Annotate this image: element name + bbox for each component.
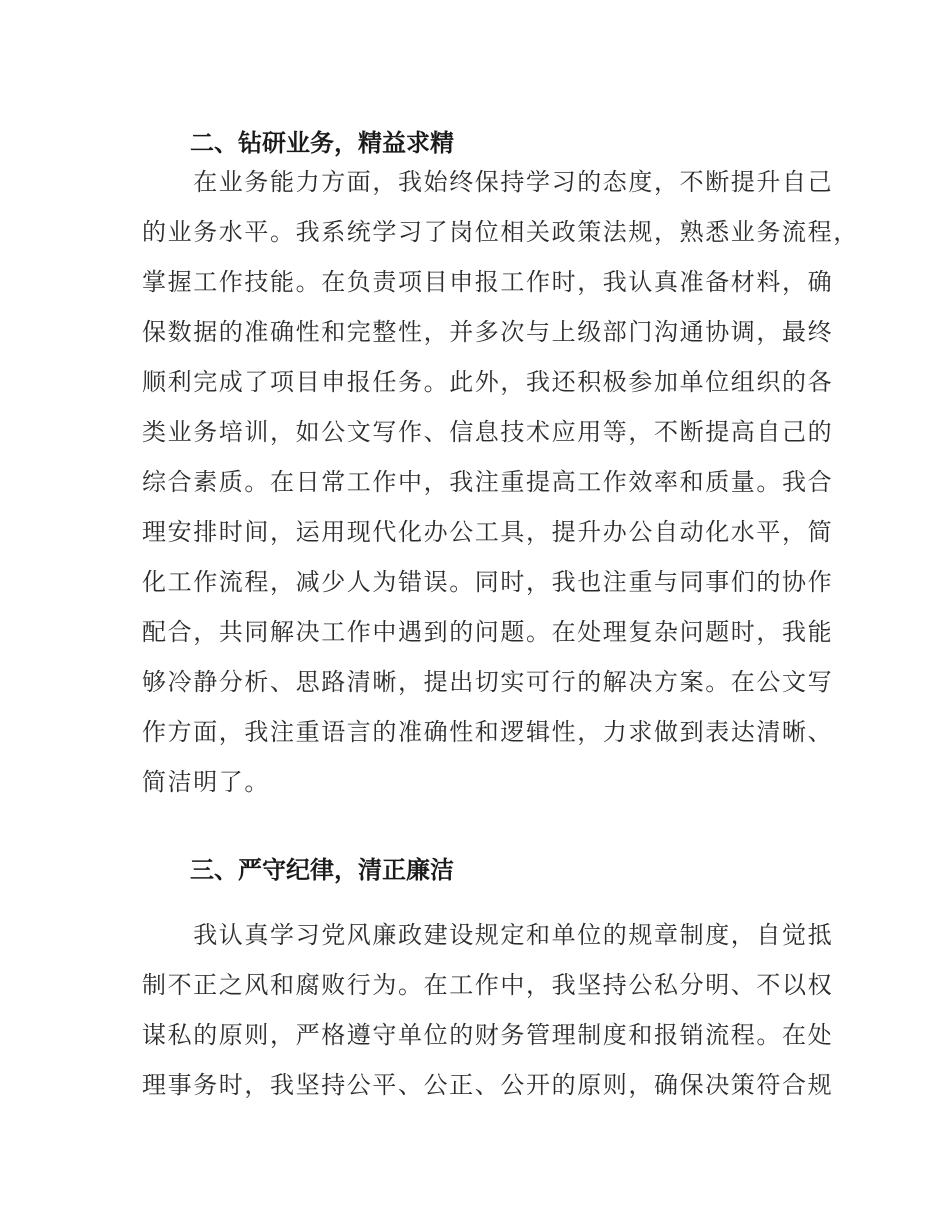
text-line: 化工作流程，减少人为错误。同时，我也注重与同事们的协作 [142, 568, 834, 596]
text-line: 理事务时，我坚持公平、公正、公开的原则，确保决策符合规 [142, 1071, 834, 1099]
text-line: 掌握工作技能。在负责项目申报工作时，我认真准备材料，确 [142, 268, 834, 296]
text-line: 我认真学习党风廉政建设规定和单位的规章制度，自觉抵 [142, 921, 834, 949]
text-line: 类业务培训，如公文写作、信息技术应用等，不断提高自己的 [142, 418, 834, 446]
text-line: 够冷静分析、思路清晰，提出切实可行的解决方案。在公文写 [142, 668, 834, 696]
text-line: 综合素质。在日常工作中，我注重提高工作效率和质量。我合 [142, 468, 834, 496]
text-line: 保数据的准确性和完整性，并多次与上级部门沟通协调，最终 [142, 318, 834, 346]
text-line: 在业务能力方面，我始终保持学习的态度，不断提升自己 [142, 168, 834, 196]
section-2-paragraph [142, 157, 859, 807]
text-line: 顺利完成了项目申报任务。此外，我还积极参加单位组织的各 [142, 368, 834, 396]
text-line: 配合，共同解决工作中遇到的问题。在处理复杂问题时，我能 [142, 618, 834, 646]
section-heading-2: 二、钻研业务，精益求精 [190, 129, 454, 157]
text-line: 制不正之风和腐败行为。在工作中，我坚持公私分明、不以权 [142, 971, 834, 999]
text-line: 谋私的原则，严格遵守单位的财务管理制度和报销流程。在处 [142, 1021, 834, 1049]
section-heading-3: 三、严守纪律，清正廉洁 [190, 856, 454, 884]
text-line: 理安排时间，运用现代化办公工具，提升办公自动化水平，简 [142, 518, 834, 546]
section-3-paragraph [142, 910, 833, 1110]
text-line: 的业务水平。我系统学习了岗位相关政策法规，熟悉业务流程， [142, 218, 859, 246]
text-line: 简洁明了。 [142, 768, 270, 796]
text-line: 作方面，我注重语言的准确性和逻辑性，力求做到表达清晰、 [142, 718, 834, 746]
